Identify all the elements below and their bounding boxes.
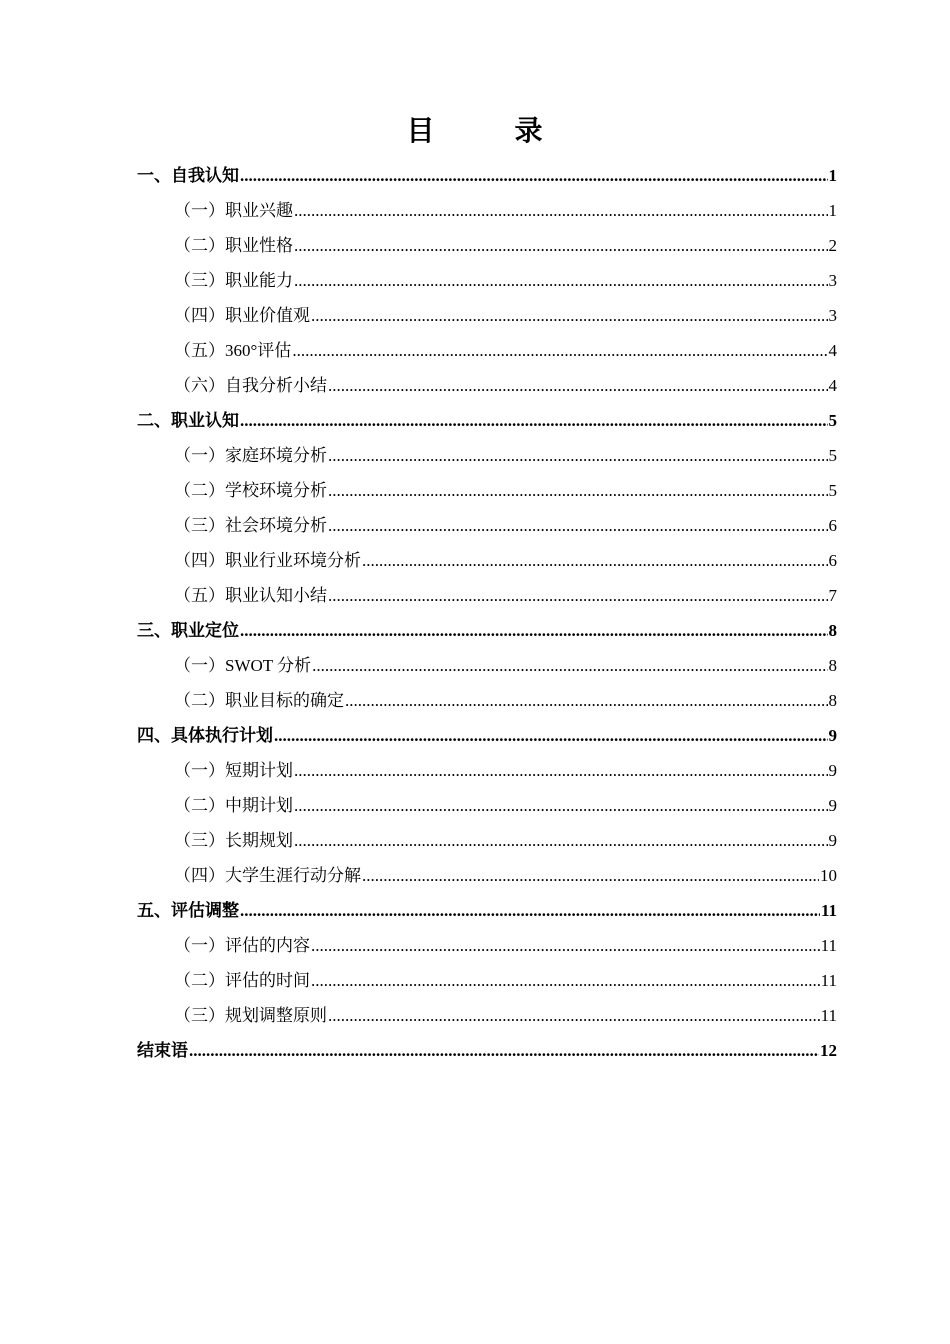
- toc-dot-leader: [292, 333, 827, 368]
- toc-dot-leader: [240, 403, 828, 438]
- toc-dot-leader: [328, 998, 820, 1033]
- toc-entry-label: （五）360°评估: [174, 341, 292, 360]
- toc-page-number: 3: [828, 306, 837, 325]
- toc-entry-label: 五、评估调整: [137, 901, 239, 920]
- toc-dot-leader: [294, 753, 828, 788]
- toc-dot-leader: [328, 508, 828, 543]
- toc-entry-label: （三）规划调整原则: [174, 1006, 327, 1025]
- toc-entry-label: （一）SWOT 分析: [174, 656, 312, 675]
- toc-dot-leader: [240, 158, 828, 193]
- toc-page-number: 11: [820, 971, 837, 990]
- toc-entry-label: 二、职业认知: [137, 411, 239, 430]
- toc-dot-leader: [240, 893, 820, 928]
- toc-section-entry[interactable]: [137, 788, 837, 823]
- toc-entry-label: 一、自我认知: [137, 166, 239, 185]
- toc-section-entry[interactable]: [137, 998, 837, 1033]
- toc-chapter-entry[interactable]: [137, 613, 837, 648]
- toc-dot-leader: [328, 368, 828, 403]
- toc-page-number: 3: [828, 271, 837, 290]
- toc-entry-label: （三）职业能力: [174, 271, 293, 290]
- toc-entry-label: （一）评估的内容: [174, 936, 310, 955]
- toc-section-entry[interactable]: [137, 928, 837, 963]
- toc-page-number: 12: [820, 1041, 837, 1060]
- toc-page-number: 9: [828, 796, 837, 815]
- page-title: 目 录: [406, 116, 569, 147]
- toc-section-entry[interactable]: [137, 508, 837, 543]
- toc-chapter-entry[interactable]: [137, 158, 837, 193]
- toc-section-entry[interactable]: [137, 963, 837, 998]
- toc-entry-label: （一）职业兴趣: [174, 201, 293, 220]
- toc-page-number: 4: [828, 341, 837, 360]
- toc-entry-label: （四）职业行业环境分析: [174, 551, 361, 570]
- toc-page-number: 8: [828, 621, 837, 640]
- toc-chapter-entry[interactable]: [137, 893, 837, 928]
- toc-page-number: 7: [828, 586, 837, 605]
- toc-entry-label: （二）职业目标的确定: [174, 691, 344, 710]
- toc-page-number: 2: [828, 236, 837, 255]
- toc-entry-label: （一）家庭环境分析: [174, 446, 327, 465]
- toc-chapter-entry[interactable]: [137, 1033, 837, 1068]
- toc-dot-leader: [274, 718, 828, 753]
- toc-page-number: 9: [828, 761, 837, 780]
- toc-section-entry[interactable]: [137, 438, 837, 473]
- toc-page-number: 9: [828, 726, 837, 745]
- toc-page-number: 1: [828, 166, 837, 185]
- toc-dot-leader: [294, 193, 828, 228]
- toc-section-entry[interactable]: [137, 858, 837, 893]
- toc-dot-leader: [328, 578, 828, 613]
- toc-page-number: 4: [828, 376, 837, 395]
- toc-dot-leader: [328, 438, 828, 473]
- toc-page-number: 5: [828, 446, 837, 465]
- table-of-contents: [137, 158, 837, 1068]
- toc-section-entry[interactable]: [137, 263, 837, 298]
- toc-chapter-entry[interactable]: [137, 718, 837, 753]
- toc-section-entry[interactable]: [137, 753, 837, 788]
- toc-entry-label: （一）短期计划: [174, 761, 293, 780]
- toc-page-number: 6: [828, 551, 837, 570]
- toc-page-number: 11: [820, 1006, 837, 1025]
- toc-dot-leader: [311, 963, 820, 998]
- toc-entry-label: （二）评估的时间: [174, 971, 310, 990]
- toc-dot-leader: [328, 473, 828, 508]
- toc-section-entry[interactable]: [137, 473, 837, 508]
- toc-entry-label: （二）学校环境分析: [174, 481, 327, 500]
- toc-section-entry[interactable]: [137, 368, 837, 403]
- toc-entry-label: 结束语: [137, 1041, 188, 1060]
- toc-section-entry[interactable]: [137, 228, 837, 263]
- toc-section-entry[interactable]: [137, 578, 837, 613]
- toc-chapter-entry[interactable]: [137, 403, 837, 438]
- toc-dot-leader: [294, 823, 828, 858]
- toc-dot-leader: [311, 298, 828, 333]
- toc-dot-leader: [362, 858, 819, 893]
- toc-page-number: 8: [828, 656, 837, 675]
- toc-entry-label: （六）自我分析小结: [174, 376, 327, 395]
- toc-section-entry[interactable]: [137, 298, 837, 333]
- toc-entry-label: 四、具体执行计划: [137, 726, 273, 745]
- toc-dot-leader: [294, 263, 828, 298]
- toc-section-entry[interactable]: [137, 648, 837, 683]
- toc-dot-leader: [312, 648, 827, 683]
- toc-section-entry[interactable]: [137, 333, 837, 368]
- toc-section-entry[interactable]: [137, 543, 837, 578]
- toc-section-entry[interactable]: [137, 683, 837, 718]
- toc-entry-label: （五）职业认知小结: [174, 586, 327, 605]
- toc-entry-label: （三）社会环境分析: [174, 516, 327, 535]
- toc-page-number: 5: [828, 411, 837, 430]
- toc-page-number: 5: [828, 481, 837, 500]
- toc-page-number: 6: [828, 516, 837, 535]
- toc-entry-label: 三、职业定位: [137, 621, 239, 640]
- toc-dot-leader: [294, 788, 828, 823]
- toc-entry-label: （三）长期规划: [174, 831, 293, 850]
- toc-page-number: 1: [828, 201, 837, 220]
- toc-dot-leader: [345, 683, 828, 718]
- toc-entry-label: （二）中期计划: [174, 796, 293, 815]
- toc-entry-label: （四）大学生涯行动分解: [174, 866, 361, 885]
- toc-page-number: 11: [820, 901, 837, 920]
- toc-page-number: 10: [820, 866, 837, 885]
- toc-entry-label: （二）职业性格: [174, 236, 293, 255]
- toc-page-number: 11: [820, 936, 837, 955]
- toc-page-number: 8: [828, 691, 837, 710]
- toc-dot-leader: [189, 1033, 819, 1068]
- toc-section-entry[interactable]: [137, 193, 837, 228]
- toc-dot-leader: [311, 928, 820, 963]
- toc-dot-leader: [294, 228, 828, 263]
- toc-dot-leader: [240, 613, 828, 648]
- toc-page-number: 9: [828, 831, 837, 850]
- toc-entry-label: （四）职业价值观: [174, 306, 310, 325]
- toc-dot-leader: [362, 543, 828, 578]
- toc-section-entry[interactable]: [137, 823, 837, 858]
